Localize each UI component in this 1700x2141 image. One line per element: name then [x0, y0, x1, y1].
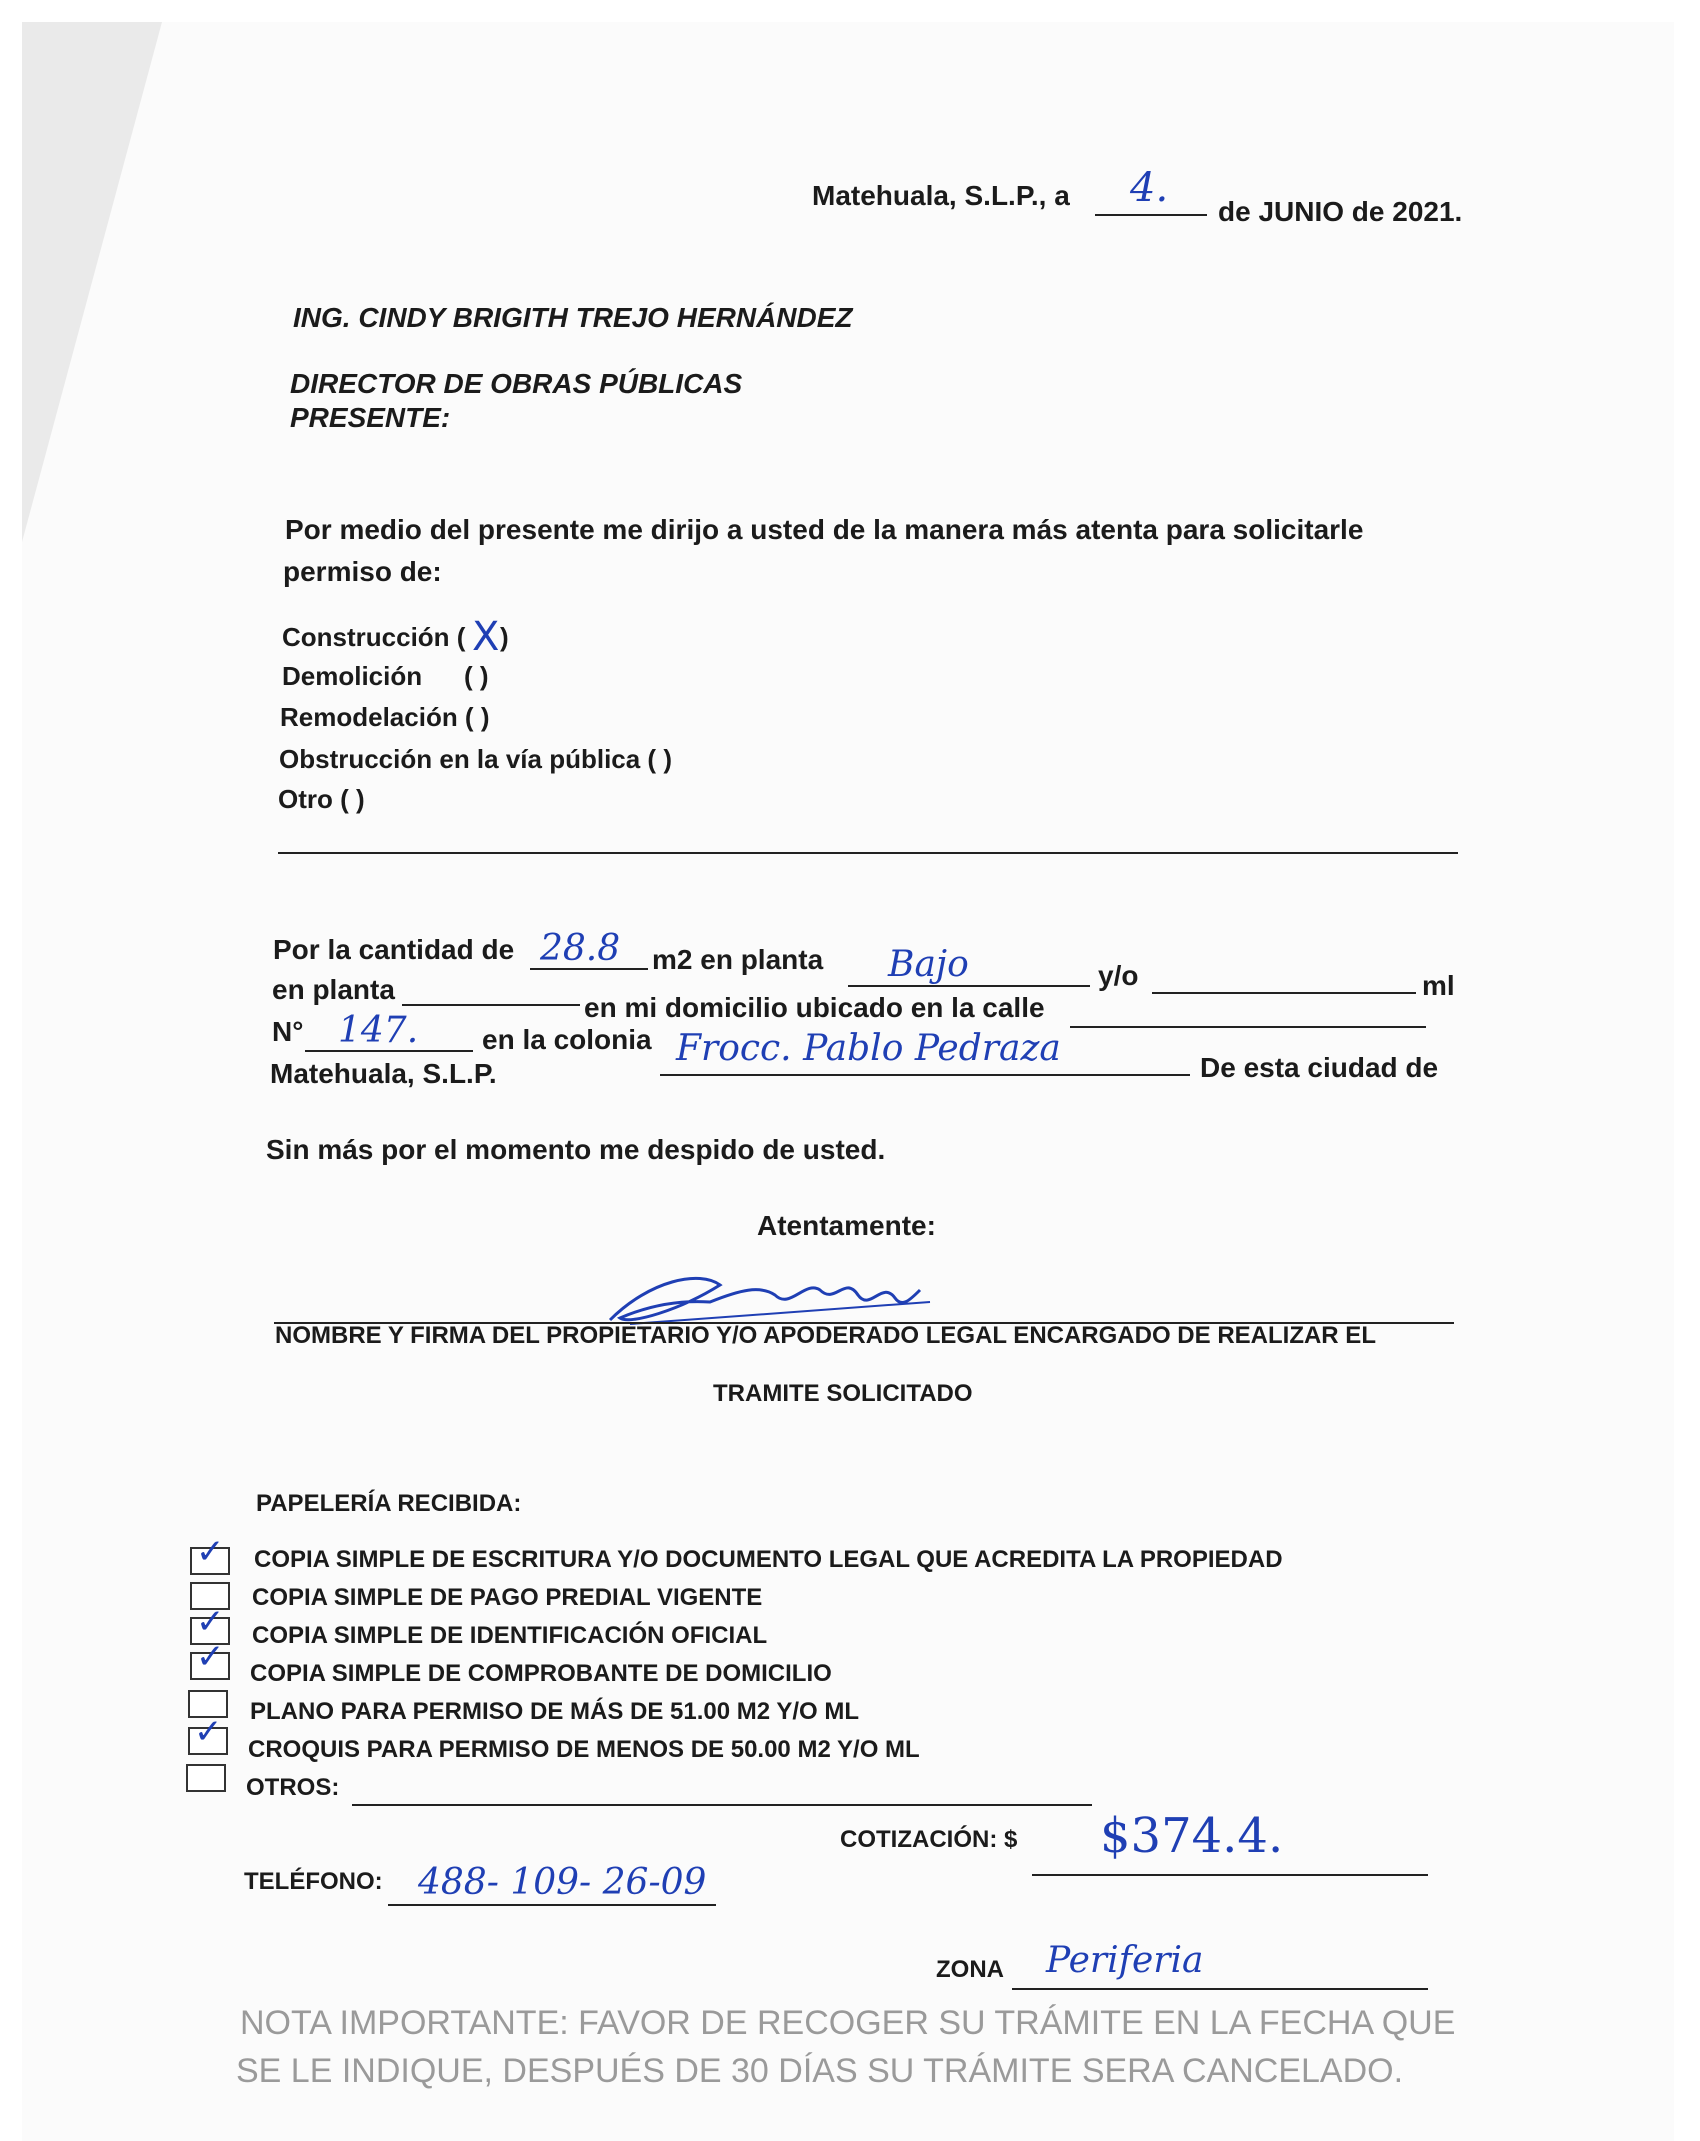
doc-checkbox-escritura[interactable]: [190, 1532, 230, 1575]
permit-construccion-close: ): [500, 622, 509, 652]
calle-line: [1070, 1026, 1426, 1028]
check-icon: ✓: [196, 1532, 225, 1572]
doc-plano: PLANO PARA PERMISO DE MÁS DE 51.00 M2 Y/O ML: [250, 1698, 859, 1725]
telefono-label: TELÉFONO:: [244, 1868, 383, 1895]
doc-croquis: CROQUIS PARA PERMISO DE MENOS DE 50.00 M2 Y/O ML: [248, 1736, 920, 1763]
doc-otros: OTROS:: [246, 1774, 340, 1801]
addressee-title: DIRECTOR DE OBRAS PÚBLICAS: [290, 368, 743, 399]
zona-value: Periferia: [1046, 1940, 1204, 1981]
check-icon: ✓: [196, 1602, 225, 1642]
permit-construccion: Construcción (: [282, 622, 466, 652]
check-icon: ✓: [194, 1712, 223, 1752]
atentamente: Atentamente:: [757, 1210, 936, 1241]
numero-value: 147.: [338, 1010, 419, 1051]
doc-predial: COPIA SIMPLE DE PAGO PREDIAL VIGENTE: [252, 1584, 763, 1611]
cantidad-label: Por la cantidad de: [273, 934, 515, 965]
cantidad-value: 28.8: [540, 928, 621, 969]
permit-demolicion: Demolición: [282, 661, 423, 691]
planta-line: [848, 985, 1090, 987]
permit-demolicion-box: ( ): [464, 661, 489, 691]
colonia-label: en la colonia: [482, 1024, 652, 1055]
doc-identificacion: COPIA SIMPLE DE IDENTIFICACIÓN OFICIAL: [252, 1622, 768, 1649]
addressee-presente: PRESENTE:: [290, 402, 451, 433]
nota-line1: NOTA IMPORTANTE: FAVOR DE RECOGER SU TRÁMITE EN LA FECHA QUE: [240, 2004, 1456, 2042]
en-planta: en planta: [272, 974, 395, 1005]
intro-line2: permiso de:: [283, 556, 442, 587]
cotizacion-line: [1032, 1874, 1428, 1876]
date-month-year: de JUNIO de 2021.: [1218, 196, 1463, 227]
ml-label: ml: [1422, 970, 1455, 1001]
sign-caption1: NOMBRE Y FIRMA DEL PROPIETARIO Y/O APODERADO LEGAL ENCARGADO DE REALIZAR EL: [275, 1322, 1376, 1349]
cotizacion-label: COTIZACIÓN: $: [840, 1826, 1018, 1853]
folded-corner: [22, 22, 162, 542]
cotizacion-value: $374.4.: [1100, 1808, 1284, 1864]
doc-checkbox-otros[interactable]: [186, 1764, 226, 1792]
date-place: Matehuala, S.L.P., a: [812, 180, 1070, 211]
zona-label: ZONA: [936, 1956, 1004, 1983]
numero-label: N°: [272, 1016, 304, 1047]
yo-label: y/o: [1098, 960, 1139, 991]
numero-line: [305, 1050, 473, 1052]
doc-domicilio: COPIA SIMPLE DE COMPROBANTE DE DOMICILIO: [250, 1660, 832, 1687]
domicilio-label: en mi domicilio ubicado en la calle: [584, 992, 1045, 1023]
permit-otro: Otro ( ): [278, 784, 365, 814]
addressee-name: ING. CINDY BRIGITH TREJO HERNÁNDEZ: [293, 302, 853, 333]
doc-escritura: COPIA SIMPLE DE ESCRITURA Y/O DOCUMENTO LEGAL QUE ACREDITA LA PROPIEDAD: [254, 1546, 1283, 1573]
papeleria-title: PAPELERÍA RECIBIDA:: [256, 1490, 522, 1517]
colonia-line: [660, 1074, 1190, 1076]
permit-remodelacion: Remodelación ( ): [280, 702, 490, 732]
permit-construccion-mark: X: [472, 614, 500, 660]
telefono-value: 488- 109- 26-09: [418, 1862, 707, 1903]
doc-checkbox-domicilio[interactable]: [190, 1637, 230, 1680]
nota-line2: SE LE INDIQUE, DESPUÉS DE 30 DÍAS SU TRÁMITE SERA CANCELADO.: [236, 2052, 1404, 2090]
ciudad-label2: Matehuala, S.L.P.: [270, 1058, 497, 1089]
intro-line1: Por medio del presente me dirijo a usted de la manera más atenta para solicitarle: [285, 514, 1364, 545]
m2-planta: m2 en planta: [652, 944, 824, 975]
cantidad-line: [530, 968, 648, 970]
otro-line: [278, 852, 1458, 854]
otros-line: [352, 1804, 1092, 1806]
planta-value: Bajo: [888, 944, 969, 985]
ciudad-label: De esta ciudad de: [1200, 1052, 1439, 1083]
date-day-line: [1095, 214, 1207, 216]
permit-obstruccion: Obstrucción en la vía pública ( ): [279, 744, 672, 774]
zona-line: [1012, 1988, 1428, 1990]
colonia-value: Frocc. Pablo Pedraza: [676, 1028, 1061, 1069]
farewell: Sin más por el momento me despido de usted.: [266, 1134, 886, 1165]
en-planta-line: [402, 1004, 580, 1006]
check-icon: ✓: [196, 1637, 225, 1677]
date-day: 4.: [1130, 165, 1169, 211]
yo-line: [1152, 992, 1416, 994]
telefono-line: [388, 1904, 716, 1906]
sign-caption2: TRAMITE SOLICITADO: [713, 1380, 973, 1407]
doc-checkbox-croquis[interactable]: [188, 1712, 228, 1755]
